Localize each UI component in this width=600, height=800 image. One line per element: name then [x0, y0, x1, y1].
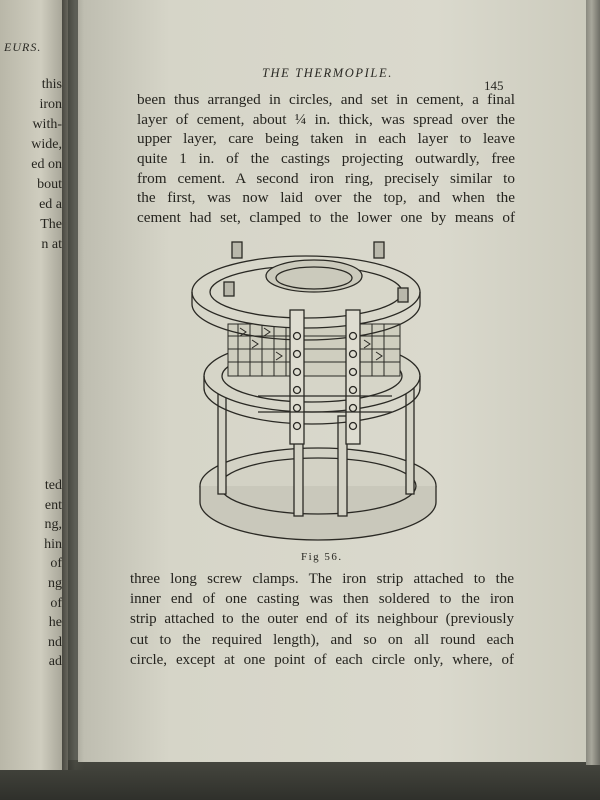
text-line: cut to the required length), and so on all round each [130, 631, 514, 648]
running-head: THE THERMOPILE. [262, 66, 393, 80]
left-page [0, 0, 68, 770]
left-line: with- [32, 117, 62, 132]
left-line: The [40, 217, 62, 232]
text-line: quite 1 in. of the castings projecting outwardly, free [137, 150, 515, 168]
figure-caption: Fig 56. [301, 551, 343, 563]
left-line: ng [48, 575, 62, 591]
left-line: hin [44, 536, 62, 552]
left-line: iron [39, 97, 62, 112]
text-line: upper layer, care being taken in each layer to leave [137, 130, 515, 148]
text-line: from cement. A second iron ring, precisely similar to [137, 169, 515, 187]
left-line: bout [37, 177, 62, 192]
paragraph-top [137, 90, 515, 228]
text-line: the first, was now laid over the top, and when the [137, 189, 515, 207]
text-line: cement had set, clamped to the lower one by means of [137, 209, 515, 227]
text-line: strip attached to the outer end of its neighbour (previously [130, 611, 514, 628]
left-running-head: EURS. [4, 40, 42, 54]
page-number: 145 [484, 78, 504, 93]
thermopile-illustration [188, 236, 448, 552]
left-line: of [50, 595, 62, 611]
table-surface [0, 760, 600, 800]
text-line: three long screw clamps. The iron strip attached to the [130, 571, 514, 587]
left-line: ed a [39, 197, 62, 212]
text-line: layer of cement, about ¼ in. thick, was spread over the [137, 110, 515, 128]
left-line: of [50, 556, 62, 572]
page-edge [586, 0, 600, 765]
text-line: been thus arranged in circles, and set in cement, a final [137, 91, 515, 108]
left-page-text-bottom [44, 476, 62, 672]
left-page-text-top [31, 75, 62, 255]
left-line: ent [44, 497, 62, 513]
text-line: circle, except at one point of each circle only, where, of [130, 651, 514, 668]
left-line: he [48, 615, 62, 631]
left-line: n at [41, 237, 62, 252]
book-gutter [62, 0, 84, 770]
left-line: ad [48, 654, 62, 670]
left-line: nd [48, 634, 62, 650]
left-line: wide, [31, 137, 62, 152]
left-line: this [41, 77, 62, 92]
left-line: ed on [31, 157, 62, 172]
left-line: ng, [44, 517, 62, 533]
text-line: inner end of one casting was then soldered to the iron [130, 591, 514, 608]
left-line: ted [44, 478, 62, 493]
paragraph-bottom [130, 569, 514, 670]
